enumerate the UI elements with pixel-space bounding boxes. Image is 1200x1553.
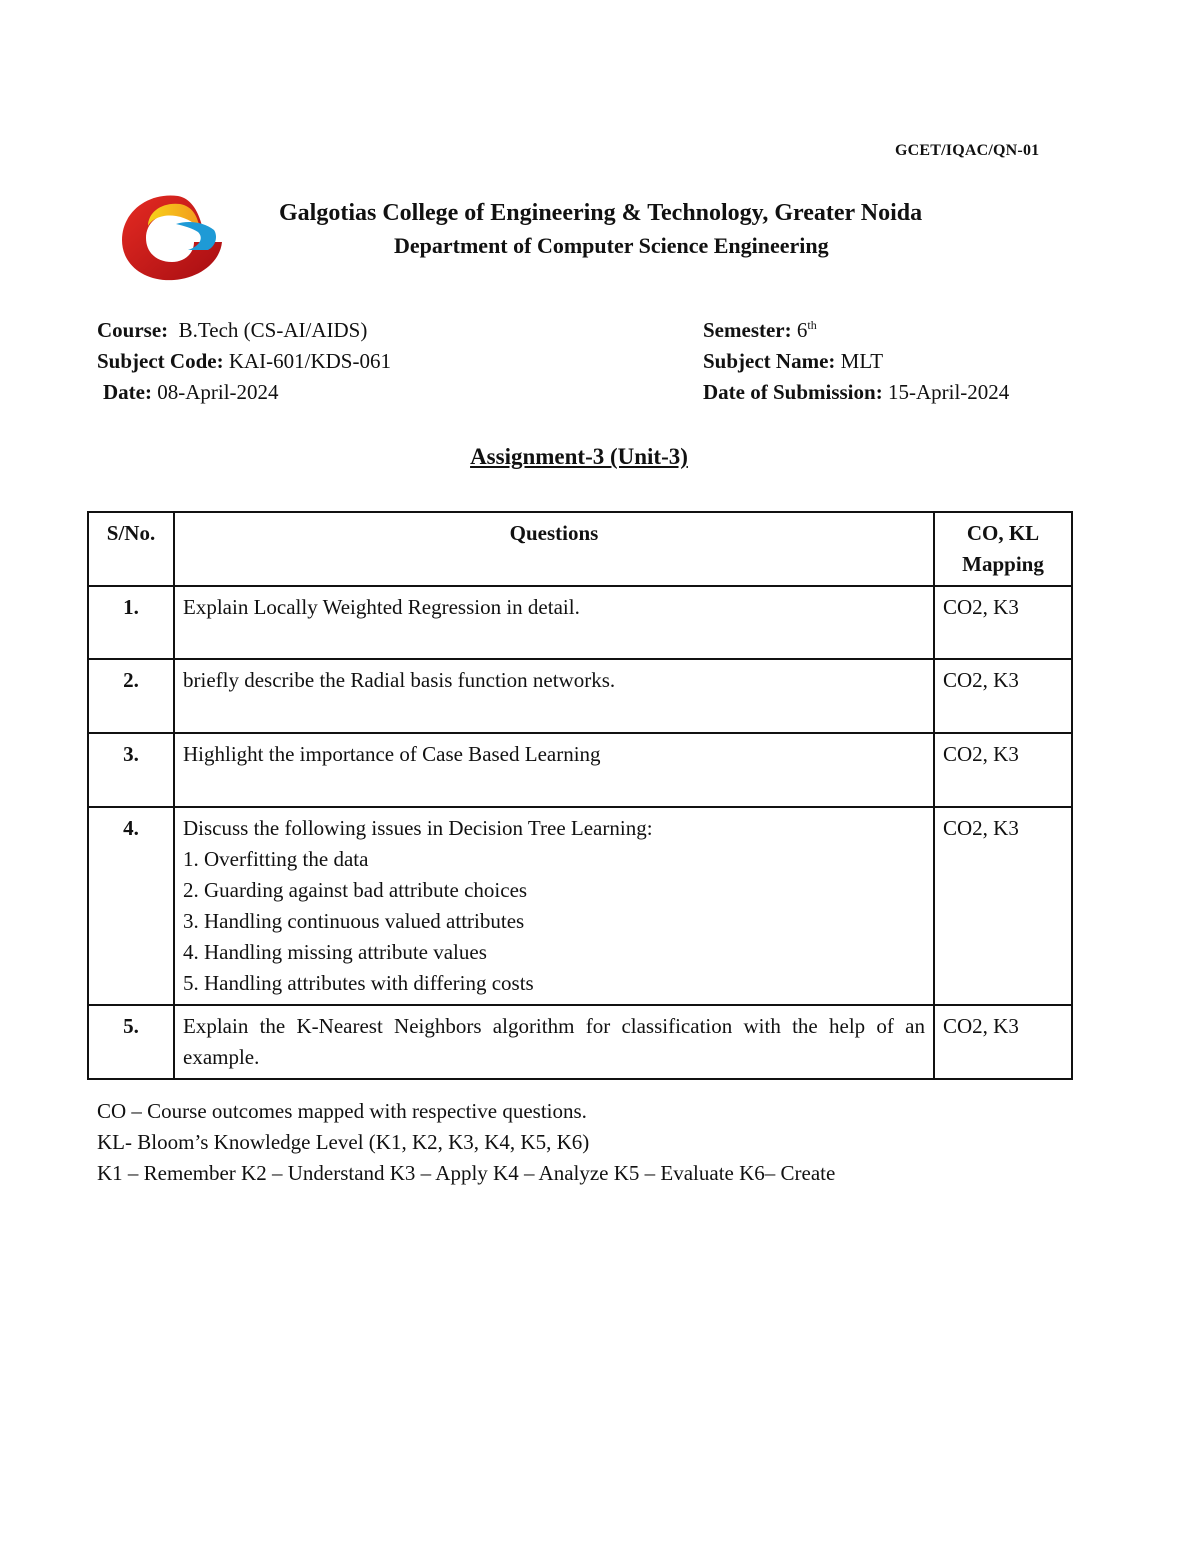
subject-name-field xyxy=(703,349,883,374)
submission-value: 15-April-2024 xyxy=(887,380,1010,404)
row-co-kl: CO2, K3 xyxy=(934,659,1072,733)
row-sno: 1. xyxy=(88,586,174,659)
row-question-text: Explain the K-Nearest Neighbors algorithm for classification with the help of an example. xyxy=(183,1014,925,1069)
row-sno: 3. xyxy=(88,733,174,807)
header-questions: Questions xyxy=(174,512,934,586)
row-co-kl: CO2, K3 xyxy=(934,1005,1072,1079)
subject-code-label: Subject Code: xyxy=(97,349,224,373)
row-co-kl: CO2, K3 xyxy=(934,807,1072,1005)
note-kl: KL- Bloom’s Knowledge Level (K1, K2, K3, K4, K5, K6) xyxy=(97,1130,590,1154)
subject-code-field xyxy=(97,349,391,374)
course-label: Course: xyxy=(97,318,169,342)
course-value: B.Tech (CS-AI/AIDS) xyxy=(178,318,368,342)
row-question: Highlight the importance of Case Based Learning xyxy=(174,733,934,807)
table-row xyxy=(88,807,1072,1005)
header-co-kl xyxy=(934,512,1072,586)
row-sno: 5. xyxy=(88,1005,174,1079)
college-logo xyxy=(118,190,226,285)
subject-name-value: MLT xyxy=(840,349,884,373)
header-sno: S/No. xyxy=(88,512,174,586)
row-sno: 2. xyxy=(88,659,174,733)
semester-field xyxy=(703,318,817,343)
legend-notes xyxy=(97,1096,835,1189)
table-row xyxy=(88,659,1072,733)
semester-suffix: th xyxy=(807,318,817,332)
table-row xyxy=(88,1005,1072,1079)
semester-value: 6 xyxy=(796,318,808,342)
date-label: Date: xyxy=(103,380,152,404)
question-subitem: 2. Guarding against bad attribute choices xyxy=(183,878,528,902)
question-subitem: 4. Handling missing attribute values xyxy=(183,940,487,964)
submission-label: Date of Submission: xyxy=(703,380,883,404)
row-question-text: Discuss the following issues in Decision Tree Learning: xyxy=(183,816,653,840)
question-subitem: 3. Handling continuous valued attributes xyxy=(183,909,525,933)
row-question xyxy=(174,1005,934,1079)
department-name: Department of Computer Science Engineering xyxy=(394,233,829,258)
date-field xyxy=(103,380,279,405)
row-question xyxy=(174,807,934,1005)
college-name: Galgotias College of Engineering & Technology, Greater Noida xyxy=(279,200,923,226)
assignment-title: Assignment-3 (Unit-3) xyxy=(470,444,688,469)
document-code: GCET/IQAC/QN-01 xyxy=(895,142,1040,159)
questions-table xyxy=(87,511,1073,1080)
question-subitem: 5. Handling attributes with differing costs xyxy=(183,971,534,995)
note-co: CO – Course outcomes mapped with respective questions. xyxy=(97,1099,587,1123)
table-row xyxy=(88,586,1072,659)
row-question: briefly describe the Radial basis function networks. xyxy=(174,659,934,733)
subject-code-value: KAI-601/KDS-061 xyxy=(228,349,391,373)
row-question: Explain Locally Weighted Regression in detail. xyxy=(174,586,934,659)
table-header-row xyxy=(88,512,1072,586)
semester-label: Semester: xyxy=(703,318,792,342)
course-field xyxy=(97,318,367,343)
table-row xyxy=(88,733,1072,807)
subject-name-label: Subject Name: xyxy=(703,349,836,373)
date-value: 08-April-2024 xyxy=(157,380,279,404)
header-co-kl-line1: CO, KL xyxy=(966,521,1040,545)
submission-date-field xyxy=(703,380,1009,405)
note-levels: K1 – Remember K2 – Understand K3 – Apply K4 – Analyze K5 – Evaluate K6– Create xyxy=(97,1161,836,1185)
row-sno: 4. xyxy=(88,807,174,1005)
header-co-kl-line2: Mapping xyxy=(962,552,1044,576)
row-co-kl: CO2, K3 xyxy=(934,586,1072,659)
row-co-kl: CO2, K3 xyxy=(934,733,1072,807)
question-subitem: 1. Overfitting the data xyxy=(183,847,369,871)
